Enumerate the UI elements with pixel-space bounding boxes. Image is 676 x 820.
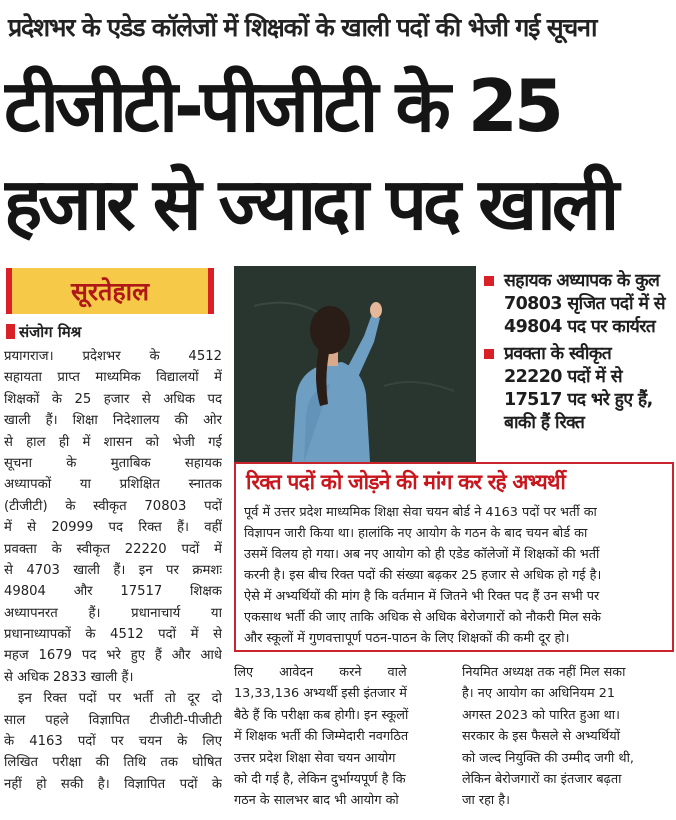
fact-bullet xyxy=(484,270,674,339)
col1-line: महज 1679 पद भरे हुए हैं और आधे xyxy=(4,648,222,664)
box-line: उसमें विलय हो गया। अब नए आयोग को ही एडेड कॉलेजों में शिक्षकों की भर्ती xyxy=(244,547,600,562)
col3-line: को जल्द नियुक्ति की उम्मीद जगी थी, xyxy=(462,750,634,766)
section-tag: सूरतेहाल xyxy=(6,268,214,314)
article-column-1 xyxy=(4,346,222,795)
col1-line: अध्यापनरत हैं। प्रधानाचार्य या xyxy=(4,605,222,621)
col1-line: सूचना के मुताबिक सहायक xyxy=(4,455,222,471)
col1-line: से 4703 खाली हैं। इन पर क्रमशः xyxy=(4,562,222,578)
headline-line-2: हजार से ज्यादा पद खाली xyxy=(4,162,616,246)
sidebar-box-title: रिक्त पदों को जोड़ने की मांग कर रहे अभ्यर्थी xyxy=(246,470,565,494)
col1-line: लिखित परीक्षा की तिथि तक घोषित xyxy=(4,755,222,771)
fact-bullet-text: प्रवक्ता के स्वीकृत 22220 पदों में से 17517 पद भरे हुए हैं, बाकी हैं रिक्त xyxy=(504,344,653,433)
col1-line: सहायता प्राप्त माध्यमिक विद्यालयों में xyxy=(4,370,222,386)
byline xyxy=(6,322,81,342)
headline xyxy=(4,58,674,254)
sidebar-box-body xyxy=(244,502,668,649)
col3-line: लेकिन बेरोजगारों का इंतजार बढ़ता xyxy=(462,771,622,787)
col2-line: 13,33,136 अभ्यर्थी इसी इंतजार में xyxy=(234,686,407,702)
col1-line: अध्यापकों या प्रशिक्षित स्नातक xyxy=(4,477,222,493)
col1-line: से हाल ही में शासन को भेजी गई xyxy=(4,434,222,450)
box-line: विज्ञापन जारी किया था। हालांकि नए आयोग के गठन के बाद चयन बोर्ड का xyxy=(244,526,588,541)
teacher-illustration xyxy=(234,266,476,462)
sidebar-box xyxy=(234,462,674,652)
box-line: पूर्व में उत्तर प्रदेश माध्यमिक शिक्षा सेवा चयन बोर्ड ने 4163 पदों पर भर्ती का xyxy=(244,505,597,520)
col2-line: गठन के सालभर बाद भी आयोग को xyxy=(234,793,399,809)
box-line: एकसाथ भर्ती की जाए ताकि अधिक से अधिक बेरोजगारों को नौकरी मिल सके xyxy=(244,610,601,625)
col1-line: साल पहले विज्ञापित टीजीटी-पीजीटी xyxy=(4,712,222,728)
col2-line: बैठे हैं कि परीक्षा कब होगी। इन स्कूलों xyxy=(234,707,409,723)
red-square-icon xyxy=(6,324,15,339)
fact-bullet-text: सहायक अध्यापक के कुल 70803 सृजित पदों में से 49804 पद पर कार्यरत xyxy=(504,271,666,337)
col1-line: इन रिक्त पदों पर भर्ती तो दूर दो xyxy=(18,691,222,707)
col2-line: लिए आवेदन करने वाले xyxy=(234,665,407,680)
col3-line: है। नए आयोग का अधिनियम 21 xyxy=(462,686,616,702)
teacher-at-chalkboard-photo xyxy=(234,266,476,462)
col3-line: नियमित अध्यक्ष तक नहीं मिल सका xyxy=(462,665,626,680)
col3-line: सरकार के इस फैसले से अभ्यर्थियों xyxy=(462,729,620,745)
headline-line-1: टीजीटी-पीजीटी के 25 xyxy=(4,64,561,148)
col1-line: से अधिक 2833 खाली हैं। xyxy=(4,669,134,685)
col3-line: अगस्त 2023 को पारित हुआ था। xyxy=(462,707,620,723)
box-line: और स्कूलों में गुणवत्तापूर्ण पठन-पाठन के लिए शिक्षकों की कमी दूर हो। xyxy=(244,631,570,646)
col1-line: प्रवक्ता के स्वीकृत 22220 पदों में xyxy=(4,541,222,557)
article-column-2 xyxy=(234,662,446,812)
box-line: ऐसे में अभ्यर्थियों की मांग है कि वर्तमान में जितने भी रिक्त पद हैं उन सभी पर xyxy=(244,589,600,604)
fact-bullets xyxy=(484,270,674,439)
col2-line: में शिक्षक भर्ती की जिम्मेदारी नवगठित xyxy=(234,729,409,745)
col1-line: प्रधानाध्यापकों के 4512 पदों में से xyxy=(4,627,222,643)
col2-line: को दी गई है, लेकिन दुर्भाग्यपूर्ण है कि xyxy=(234,771,406,787)
col1-line: शिक्षकों के 25 हजार से अधिक पद xyxy=(4,391,222,407)
col1-line: में से 20999 पद रिक्त हैं। वहीं xyxy=(4,520,222,536)
byline-author: संजोग मिश्र xyxy=(19,323,82,341)
fact-bullet xyxy=(484,343,674,435)
col1-line: नहीं हो सकी है। विज्ञापित पदों के xyxy=(4,776,222,792)
col2-line: उत्तर प्रदेश शिक्षा सेवा चयन आयोग xyxy=(234,750,396,766)
kicker: प्रदेशभर के एडेड कॉलेजों में शिक्षकों के खाली पदों की भेजी गई सूचना xyxy=(8,13,597,42)
col1-line: प्रयागराज। प्रदेशभर के 4512 xyxy=(4,349,222,364)
col1-line: खाली हैं। शिक्षा निदेशालय की ओर xyxy=(4,413,222,429)
col1-line: (टीजीटी) के स्वीकृत 70803 पदों xyxy=(4,498,222,514)
red-square-icon xyxy=(484,349,494,359)
col3-line: जा रहा है। xyxy=(462,793,510,809)
col1-line: 49804 और 17517 शिक्षक xyxy=(4,584,222,600)
article-column-3 xyxy=(462,662,672,812)
red-square-icon xyxy=(484,276,494,286)
box-line: करनी है। इस बीच रिक्त पदों की संख्या बढ़कर 25 हजार से अधिक हो गई है। xyxy=(244,568,602,583)
col1-line: के 4163 पदों पर चयन के लिए xyxy=(4,734,222,750)
